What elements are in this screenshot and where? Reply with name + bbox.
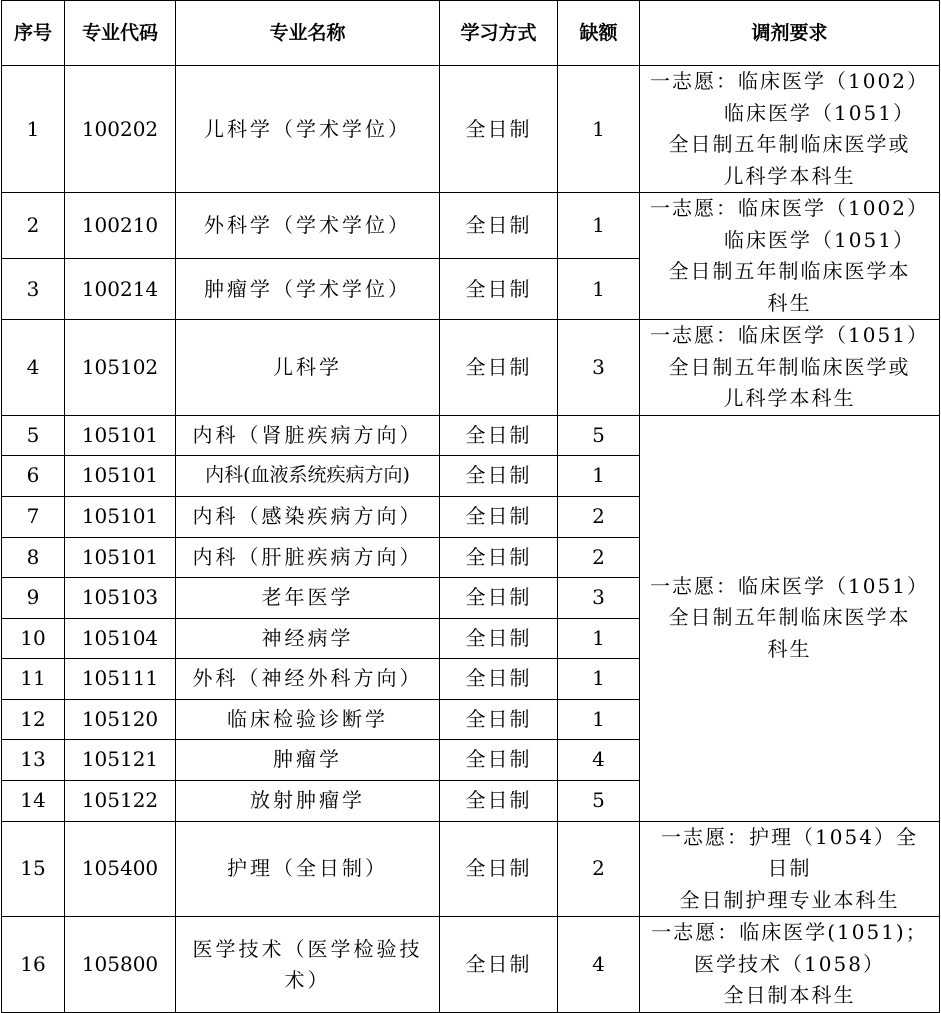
req-line: 全日制五年制临床医学或 xyxy=(668,354,911,379)
cell-code: 105103 xyxy=(65,577,176,618)
cell-quota: 1 xyxy=(558,66,640,193)
cell-no: 15 xyxy=(2,821,65,917)
table-row xyxy=(2,917,940,1013)
cell-mode: 全日制 xyxy=(440,320,558,416)
req-line: 儿科学本科生 xyxy=(723,163,856,188)
cell-mode: 全日制 xyxy=(440,455,558,496)
cell-name: 外科学（学术学位） xyxy=(176,193,440,259)
cell-no: 5 xyxy=(2,415,65,455)
cell-quota: 2 xyxy=(558,537,640,577)
cell-mode: 全日制 xyxy=(440,415,558,455)
cell-no: 7 xyxy=(2,496,65,537)
cell-quota: 1 xyxy=(558,618,640,658)
cell-code: 105120 xyxy=(65,699,176,739)
cell-code: 105102 xyxy=(65,320,176,416)
header-no: 序号 xyxy=(2,1,65,66)
req-line: 科生 xyxy=(767,290,812,315)
cell-quota: 5 xyxy=(558,415,640,455)
cell-name: 医学技术（医学检验技术） xyxy=(176,917,440,1013)
cell-no: 14 xyxy=(2,780,65,821)
cell-quota: 2 xyxy=(558,821,640,917)
cell-no: 1 xyxy=(2,66,65,193)
cell-mode: 全日制 xyxy=(440,193,558,259)
cell-name: 内科（肝脏疾病方向） xyxy=(176,537,440,577)
req-line: 一志愿：临床医学(1051)； xyxy=(651,920,928,945)
req-line: 全日制五年制临床医学本 xyxy=(668,605,911,630)
header-code: 专业代码 xyxy=(65,1,176,66)
cell-mode: 全日制 xyxy=(440,699,558,739)
table-row xyxy=(2,821,940,917)
cell-mode: 全日制 xyxy=(440,259,558,320)
cell-requirements xyxy=(640,821,940,917)
cell-quota: 3 xyxy=(558,577,640,618)
cell-name: 肿瘤学（学术学位） xyxy=(176,259,440,320)
cell-no: 10 xyxy=(2,618,65,658)
table-row xyxy=(2,320,940,416)
cell-quota: 1 xyxy=(558,259,640,320)
cell-quota: 1 xyxy=(558,658,640,699)
cell-no: 11 xyxy=(2,658,65,699)
cell-name: 肿瘤学 xyxy=(176,739,440,780)
cell-no: 16 xyxy=(2,917,65,1013)
cell-code: 105122 xyxy=(65,780,176,821)
req-line: 全日制五年制临床医学本 xyxy=(668,259,911,283)
req-line: 医学技术（1058） xyxy=(694,951,885,976)
cell-mode: 全日制 xyxy=(440,658,558,699)
header-requirements: 调剂要求 xyxy=(640,1,940,66)
cell-code: 105101 xyxy=(65,455,176,496)
cell-name: 内科（感染疾病方向） xyxy=(176,496,440,537)
cell-mode: 全日制 xyxy=(440,66,558,193)
cell-quota: 4 xyxy=(558,739,640,780)
table-row xyxy=(2,415,940,455)
cell-name: 外科（神经外科方向） xyxy=(176,658,440,699)
cell-mode: 全日制 xyxy=(440,917,558,1013)
cell-quota: 4 xyxy=(558,917,640,1013)
cell-name: 神经病学 xyxy=(176,618,440,658)
cell-code: 100210 xyxy=(65,193,176,259)
cell-mode: 全日制 xyxy=(440,780,558,821)
cell-name: 儿科学（学术学位） xyxy=(176,66,440,193)
cell-quota: 1 xyxy=(558,699,640,739)
req-line: 全日制本科生 xyxy=(723,983,856,1008)
cell-code: 105101 xyxy=(65,496,176,537)
req-line: 全日制护理专业本科生 xyxy=(679,887,900,912)
cell-no: 8 xyxy=(2,537,65,577)
cell-mode: 全日制 xyxy=(440,618,558,658)
cell-quota: 1 xyxy=(558,193,640,259)
header-name: 专业名称 xyxy=(176,1,440,66)
header-row xyxy=(2,1,940,66)
cell-no: 6 xyxy=(2,455,65,496)
req-line: 临床医学（1051） xyxy=(724,100,915,125)
cell-no: 4 xyxy=(2,320,65,416)
cell-requirements xyxy=(640,193,940,320)
cell-code: 105104 xyxy=(65,618,176,658)
req-line: 儿科学本科生 xyxy=(723,386,856,410)
cell-no: 12 xyxy=(2,699,65,739)
cell-mode: 全日制 xyxy=(440,577,558,618)
header-mode: 学习方式 xyxy=(440,1,558,66)
cell-mode: 全日制 xyxy=(440,496,558,537)
cell-no: 9 xyxy=(2,577,65,618)
cell-quota: 3 xyxy=(558,320,640,416)
cell-quota: 1 xyxy=(558,455,640,496)
cell-code: 105121 xyxy=(65,739,176,780)
req-line: 一志愿：临床医学（1002） xyxy=(650,196,929,220)
req-line: 临床医学（1051） xyxy=(724,227,915,252)
cell-name: 内科(血液系统疾病方向) xyxy=(176,455,440,496)
header-quota: 缺额 xyxy=(558,1,640,66)
cell-requirements xyxy=(640,320,940,416)
cell-code: 100214 xyxy=(65,259,176,320)
req-line: 日制 xyxy=(767,856,812,880)
cell-requirements xyxy=(640,917,940,1013)
req-line: 全日制五年制临床医学或 xyxy=(668,132,911,156)
cell-code: 105101 xyxy=(65,537,176,577)
cell-name: 临床检验诊断学 xyxy=(176,699,440,739)
cell-mode: 全日制 xyxy=(440,537,558,577)
cell-code: 105800 xyxy=(65,917,176,1013)
cell-mode: 全日制 xyxy=(440,739,558,780)
req-line: 一志愿：护理（1054）全 xyxy=(661,824,918,849)
req-line: 一志愿：临床医学（1051） xyxy=(650,323,929,347)
table-row xyxy=(2,193,940,259)
cell-quota: 5 xyxy=(558,780,640,821)
cell-requirements xyxy=(640,415,940,821)
cell-name: 护理（全日制） xyxy=(176,821,440,917)
cell-mode: 全日制 xyxy=(440,821,558,917)
cell-no: 13 xyxy=(2,739,65,780)
adjustment-table xyxy=(1,0,940,1013)
cell-code: 105111 xyxy=(65,658,176,699)
cell-name: 老年医学 xyxy=(176,577,440,618)
cell-code: 105400 xyxy=(65,821,176,917)
cell-requirements xyxy=(640,66,940,193)
cell-name: 内科（肾脏疾病方向） xyxy=(176,415,440,455)
table-row xyxy=(2,66,940,193)
cell-name: 放射肿瘤学 xyxy=(176,780,440,821)
req-line: 一志愿：临床医学（1051） xyxy=(650,573,929,598)
req-line: 科生 xyxy=(767,636,812,661)
cell-no: 3 xyxy=(2,259,65,320)
cell-code: 105101 xyxy=(65,415,176,455)
cell-name: 儿科学 xyxy=(176,320,440,416)
cell-no: 2 xyxy=(2,193,65,259)
req-line: 一志愿：临床医学（1002） xyxy=(650,69,929,93)
cell-quota: 2 xyxy=(558,496,640,537)
cell-code: 100202 xyxy=(65,66,176,193)
